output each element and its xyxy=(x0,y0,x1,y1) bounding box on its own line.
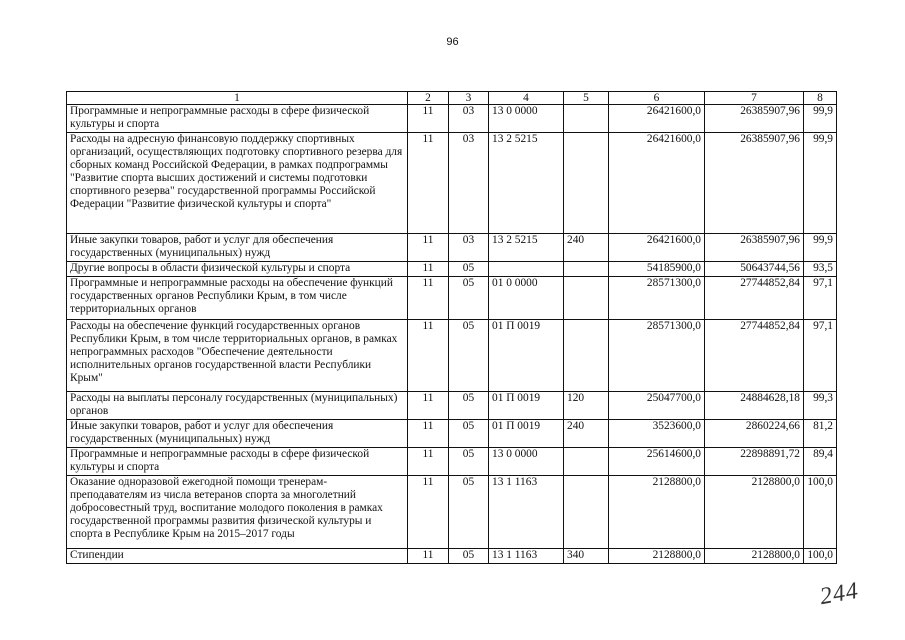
expense-name-cell: Программные и непрограммные расходы на обеспечение функций государственных органов Республики Крым, в том числе территориальных органов xyxy=(67,277,408,320)
subsection-cell: 03 xyxy=(449,133,489,234)
expense-name-cell: Расходы на выплаты персоналу государственных (муниципальных) органов xyxy=(67,392,408,420)
expense-type-cell xyxy=(564,320,609,392)
table-row xyxy=(67,234,837,262)
actual-amount-cell: 26385907,96 xyxy=(705,105,804,133)
plan-amount-cell: 28571300,0 xyxy=(609,277,705,320)
expense-type-cell: 120 xyxy=(564,392,609,420)
expense-type-cell xyxy=(564,133,609,234)
plan-amount-cell: 26421600,0 xyxy=(609,133,705,234)
column-header: 2 xyxy=(408,92,449,105)
plan-amount-cell: 26421600,0 xyxy=(609,234,705,262)
table-row xyxy=(67,105,837,133)
expense-type-cell xyxy=(564,105,609,133)
plan-amount-cell: 3523600,0 xyxy=(609,420,705,448)
target-article-cell: 13 2 5215 xyxy=(489,133,564,234)
expense-type-cell xyxy=(564,262,609,277)
expense-name-cell: Иные закупки товаров, работ и услуг для обеспечения государственных (муниципальных) нужд xyxy=(67,420,408,448)
column-header: 8 xyxy=(804,92,837,105)
column-header: 4 xyxy=(489,92,564,105)
section-cell: 11 xyxy=(408,476,449,549)
column-header: 3 xyxy=(449,92,489,105)
section-cell: 11 xyxy=(408,262,449,277)
plan-amount-cell: 54185900,0 xyxy=(609,262,705,277)
execution-percent-cell: 99,3 xyxy=(804,392,837,420)
execution-percent-cell: 99,9 xyxy=(804,234,837,262)
actual-amount-cell: 27744852,84 xyxy=(705,277,804,320)
plan-amount-cell: 26421600,0 xyxy=(609,105,705,133)
section-cell: 11 xyxy=(408,549,449,564)
target-article-cell: 13 1 1163 xyxy=(489,549,564,564)
actual-amount-cell: 26385907,96 xyxy=(705,234,804,262)
table-row xyxy=(67,549,837,564)
subsection-cell: 03 xyxy=(449,105,489,133)
plan-amount-cell: 2128800,0 xyxy=(609,476,705,549)
expense-type-cell xyxy=(564,448,609,476)
plan-amount-cell: 28571300,0 xyxy=(609,320,705,392)
subsection-cell: 05 xyxy=(449,277,489,320)
column-header: 7 xyxy=(705,92,804,105)
plan-amount-cell: 25614600,0 xyxy=(609,448,705,476)
actual-amount-cell: 50643744,56 xyxy=(705,262,804,277)
subsection-cell: 05 xyxy=(449,392,489,420)
expense-type-cell: 240 xyxy=(564,234,609,262)
subsection-cell: 05 xyxy=(449,476,489,549)
expense-name-cell: Оказание одноразовой ежегодной помощи тренерам-преподавателям из числа ветеранов спорта за многолетний добросовестный труд, воспитание молодого поколения в рамках государственной программы развития физической культуры и спорта в Республике Крым на 2015–2017 годы xyxy=(67,476,408,549)
execution-percent-cell: 93,5 xyxy=(804,262,837,277)
actual-amount-cell: 2128800,0 xyxy=(705,476,804,549)
subsection-cell: 05 xyxy=(449,549,489,564)
subsection-cell: 03 xyxy=(449,234,489,262)
expense-name-cell: Расходы на обеспечение функций государственных органов Республики Крым, в том числе территориальных органов, в рамках непрограммных расходов "Обеспечение деятельности исполнительных органов государственной власти Республики Крым" xyxy=(67,320,408,392)
column-header: 5 xyxy=(564,92,609,105)
table-row xyxy=(67,392,837,420)
handwritten-page-mark: 244 xyxy=(817,577,861,611)
expense-type-cell xyxy=(564,476,609,549)
target-article-cell xyxy=(489,262,564,277)
execution-percent-cell: 100,0 xyxy=(804,549,837,564)
target-article-cell: 01 П 0019 xyxy=(489,420,564,448)
expense-name-cell: Другие вопросы в области физической культуры и спорта xyxy=(67,262,408,277)
actual-amount-cell: 2128800,0 xyxy=(705,549,804,564)
execution-percent-cell: 97,1 xyxy=(804,277,837,320)
execution-percent-cell: 81,2 xyxy=(804,420,837,448)
target-article-cell: 01 П 0019 xyxy=(489,320,564,392)
subsection-cell: 05 xyxy=(449,448,489,476)
target-article-cell: 13 0 0000 xyxy=(489,105,564,133)
table-row xyxy=(67,448,837,476)
expense-type-cell: 240 xyxy=(564,420,609,448)
plan-amount-cell: 25047700,0 xyxy=(609,392,705,420)
expense-name-cell: Стипендии xyxy=(67,549,408,564)
column-header: 6 xyxy=(609,92,705,105)
subsection-cell: 05 xyxy=(449,262,489,277)
actual-amount-cell: 27744852,84 xyxy=(705,320,804,392)
expense-name-cell: Расходы на адресную финансовую поддержку спортивных организаций, осуществляющих подготовку спортивного резерва для сборных команд Российской Федерации, в рамках подпрограммы "Развитие спорта высших достижений и системы подготовки спортивного резерва" государственной программы Российской Федерации "Развитие физической культуры и спорта" xyxy=(67,133,408,234)
table-row xyxy=(67,420,837,448)
plan-amount-cell: 2128800,0 xyxy=(609,549,705,564)
execution-percent-cell: 99,9 xyxy=(804,105,837,133)
budget-table xyxy=(66,91,837,564)
target-article-cell: 13 2 5215 xyxy=(489,234,564,262)
actual-amount-cell: 24884628,18 xyxy=(705,392,804,420)
actual-amount-cell: 2860224,66 xyxy=(705,420,804,448)
column-header: 1 xyxy=(67,92,408,105)
execution-percent-cell: 100,0 xyxy=(804,476,837,549)
section-cell: 11 xyxy=(408,105,449,133)
table-row xyxy=(67,277,837,320)
target-article-cell: 01 0 0000 xyxy=(489,277,564,320)
expense-name-cell: Иные закупки товаров, работ и услуг для обеспечения государственных (муниципальных) нужд xyxy=(67,234,408,262)
section-cell: 11 xyxy=(408,420,449,448)
actual-amount-cell: 22898891,72 xyxy=(705,448,804,476)
section-cell: 11 xyxy=(408,392,449,420)
section-cell: 11 xyxy=(408,234,449,262)
table-row xyxy=(67,476,837,549)
table-row xyxy=(67,133,837,234)
subsection-cell: 05 xyxy=(449,420,489,448)
actual-amount-cell: 26385907,96 xyxy=(705,133,804,234)
table-row xyxy=(67,320,837,392)
expense-name-cell: Программные и непрограммные расходы в сфере физической культуры и спорта xyxy=(67,105,408,133)
target-article-cell: 01 П 0019 xyxy=(489,392,564,420)
section-cell: 11 xyxy=(408,133,449,234)
expense-type-cell: 340 xyxy=(564,549,609,564)
section-cell: 11 xyxy=(408,448,449,476)
execution-percent-cell: 89,4 xyxy=(804,448,837,476)
expense-name-cell: Программные и непрограммные расходы в сфере физической культуры и спорта xyxy=(67,448,408,476)
page-number: 96 xyxy=(446,36,459,48)
section-cell: 11 xyxy=(408,320,449,392)
table-row xyxy=(67,262,837,277)
execution-percent-cell: 97,1 xyxy=(804,320,837,392)
subsection-cell: 05 xyxy=(449,320,489,392)
header-row xyxy=(67,92,837,105)
execution-percent-cell: 99,9 xyxy=(804,133,837,234)
target-article-cell: 13 1 1163 xyxy=(489,476,564,549)
section-cell: 11 xyxy=(408,277,449,320)
expense-type-cell xyxy=(564,277,609,320)
target-article-cell: 13 0 0000 xyxy=(489,448,564,476)
